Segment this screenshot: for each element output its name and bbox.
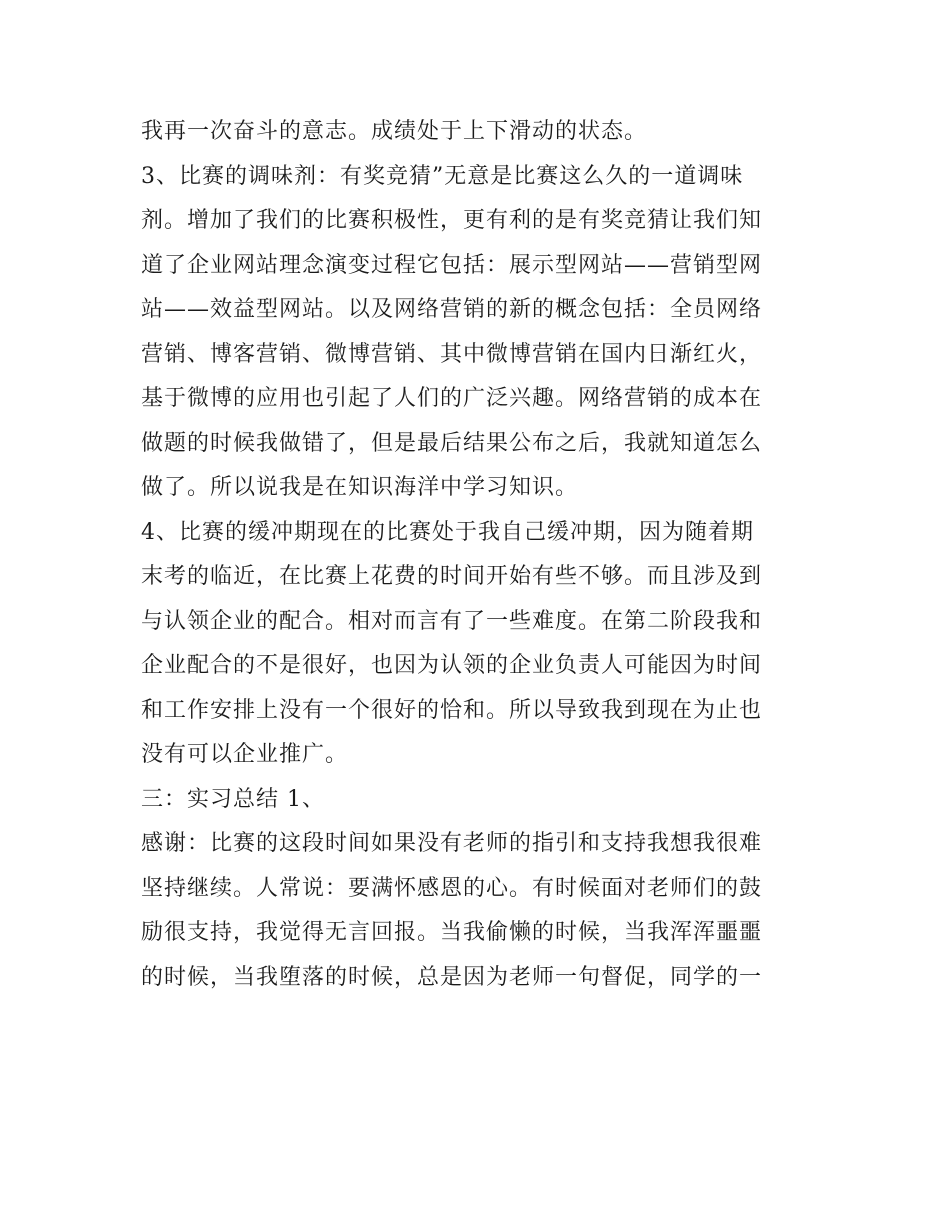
text-line: 站——效益型网站。以及网络营销的新的概念包括：全员网络	[141, 297, 763, 322]
text-line: 和工作安排上没有一个很好的恰和。所以导致我到现在为止也	[141, 697, 763, 723]
text-line: 企业配合的不是很好，也因为认领的企业负责人可能因为时间	[141, 653, 763, 678]
text-line: 与认领企业的配合。相对而言有了一些难度。在第二阶段我和	[141, 608, 763, 634]
text-line: 坚持继续。人常说：要满怀感恩的心。有时候面对老师们的鼓	[141, 875, 763, 901]
text-line: 做了。所以说我是在知识海洋中学习知识。	[141, 475, 579, 500]
text-line: 我再一次奋斗的意志。成绩处于上下滑动的状态。	[141, 119, 648, 144]
text-line: 没有可以企业推广。	[141, 742, 349, 767]
text-line: 道了企业网站理念演变过程它包括：展示型网站——营销型网	[141, 252, 763, 278]
text-line: 3、比赛的调味剂：有奖竞猜”无意是比赛这么久的一道调味	[141, 163, 744, 189]
section-heading: 三：实习总结 1、	[141, 786, 325, 812]
text-line: 末考的临近，在比赛上花费的时间开始有些不够。而且涉及到	[141, 564, 763, 589]
body-text	[141, 110, 821, 1000]
text-line: 做题的时候我做错了，但是最后结果公布之后，我就知道怎么	[141, 430, 763, 456]
text-line: 基于微博的应用也引起了人们的广泛兴趣。网络营销的成本在	[141, 386, 763, 411]
text-line: 剂。增加了我们的比赛积极性，更有利的是有奖竞猜让我们知	[141, 208, 763, 233]
text-line: 感谢：比赛的这段时间如果没有老师的指引和支持我想我很难	[141, 831, 763, 856]
text-line: 的时候，当我堕落的时候，总是因为老师一句督促，同学的一	[141, 964, 763, 990]
text-line: 营销、博客营销、微博营销、其中微博营销在国内日渐红火，	[141, 341, 763, 367]
text-line: 励很支持，我觉得无言回报。当我偷懒的时候，当我浑浑噩噩	[141, 920, 763, 945]
text-line: 4、比赛的缓冲期现在的比赛处于我自己缓冲期，因为随着期	[141, 519, 754, 545]
